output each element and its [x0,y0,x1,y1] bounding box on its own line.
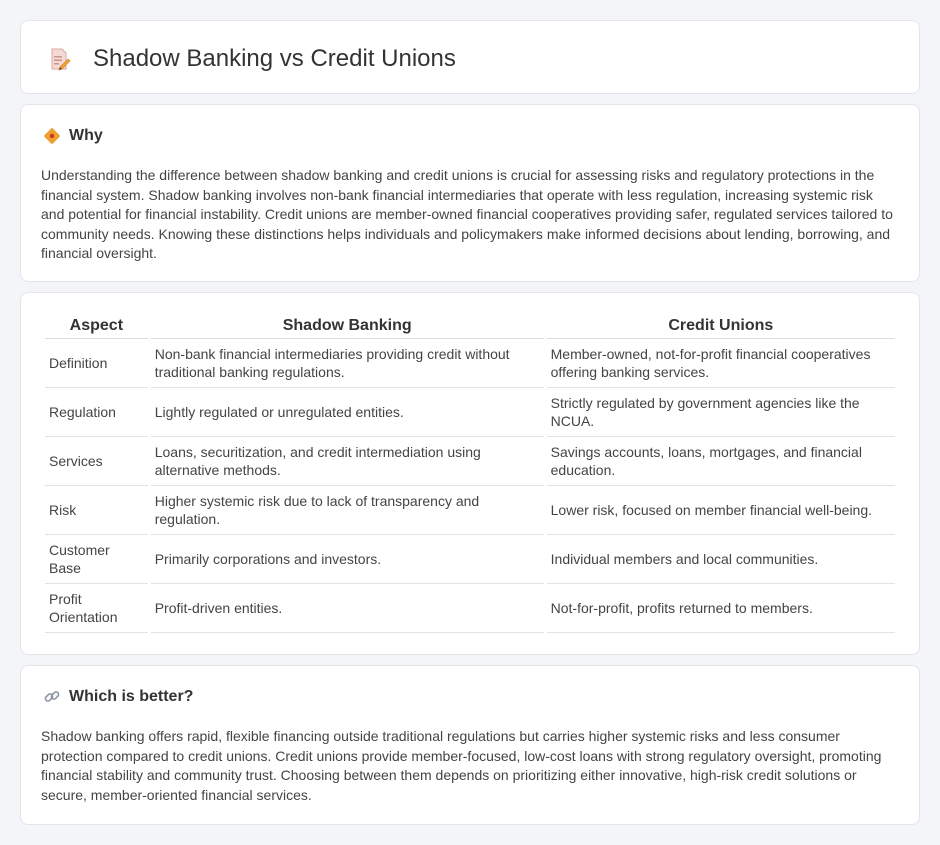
table-row [45,584,895,633]
row-shadow-banking: Higher systemic risk due to lack of transparency and regulation. [151,486,544,535]
row-aspect: Profit Orientation [45,584,148,633]
table-row [45,437,895,486]
row-shadow-banking: Profit-driven entities. [151,584,544,633]
table-row [45,388,895,437]
row-credit-unions: Individual members and local communities. [547,535,895,584]
table-row [45,535,895,584]
row-aspect: Regulation [45,388,148,437]
row-credit-unions: Lower risk, focused on member financial well-being. [547,486,895,535]
header-aspect: Aspect [45,314,148,339]
why-section [20,104,920,282]
which-is-better-section [20,665,920,825]
row-shadow-banking: Primarily corporations and investors. [151,535,544,584]
table-row [45,486,895,535]
row-credit-unions: Not-for-profit, profits returned to members. [547,584,895,633]
row-aspect: Customer Base [45,535,148,584]
row-shadow-banking: Loans, securitization, and credit intermediation using alternative methods. [151,437,544,486]
header-credit-unions: Credit Unions [547,314,895,339]
diamond-sign-icon [43,127,61,145]
better-heading: Which is better? [69,688,194,705]
row-aspect: Definition [45,339,148,388]
row-credit-unions: Savings accounts, loans, mortgages, and financial education. [547,437,895,486]
title-row [47,45,456,73]
row-aspect: Services [45,437,148,486]
page-title: Shadow Banking vs Credit Unions [93,45,456,72]
row-shadow-banking: Lightly regulated or unregulated entities. [151,388,544,437]
table-row [45,339,895,388]
row-shadow-banking: Non-bank financial intermediaries providing credit without traditional banking regulations. [151,339,544,388]
document-pencil-icon [47,47,71,71]
table-header-row [45,314,895,339]
comparison-table-card [20,292,920,655]
row-aspect: Risk [45,486,148,535]
row-credit-unions: Member-owned, not-for-profit financial cooperatives offering banking services. [547,339,895,388]
row-credit-unions: Strictly regulated by government agencies like the NCUA. [547,388,895,437]
link-icon [43,688,61,706]
why-heading: Why [69,127,103,144]
header-shadow-banking: Shadow Banking [151,314,544,339]
why-text: Understanding the difference between shadow banking and credit unions is crucial for assessing risks and regulatory protections in the financial system. Shadow banking involves non-bank financial intermediaries that operate with less regulation, increasing systemic risk and potential for financial instability. Credit unions are member-owned financial cooperatives providing safer, regulated services tailored to community needs. Knowing these distinctions helps individuals and policymakers make informed decisions about lending, borrowing, and financial oversight. [41,167,893,261]
header-card [20,20,920,94]
why-heading-row [43,127,103,145]
comparison-table [42,314,898,633]
better-heading-row [43,688,193,706]
better-text: Shadow banking offers rapid, flexible financing outside traditional regulations but carries higher systemic risks and less consumer protection compared to credit unions. Credit unions provide member-focused, low-cost loans with strong regulatory oversight, promoting financial stability and community trust. Choosing between them depends on prioritizing either innovative, high-risk credit solutions or secure, member-oriented financial services. [41,728,882,803]
